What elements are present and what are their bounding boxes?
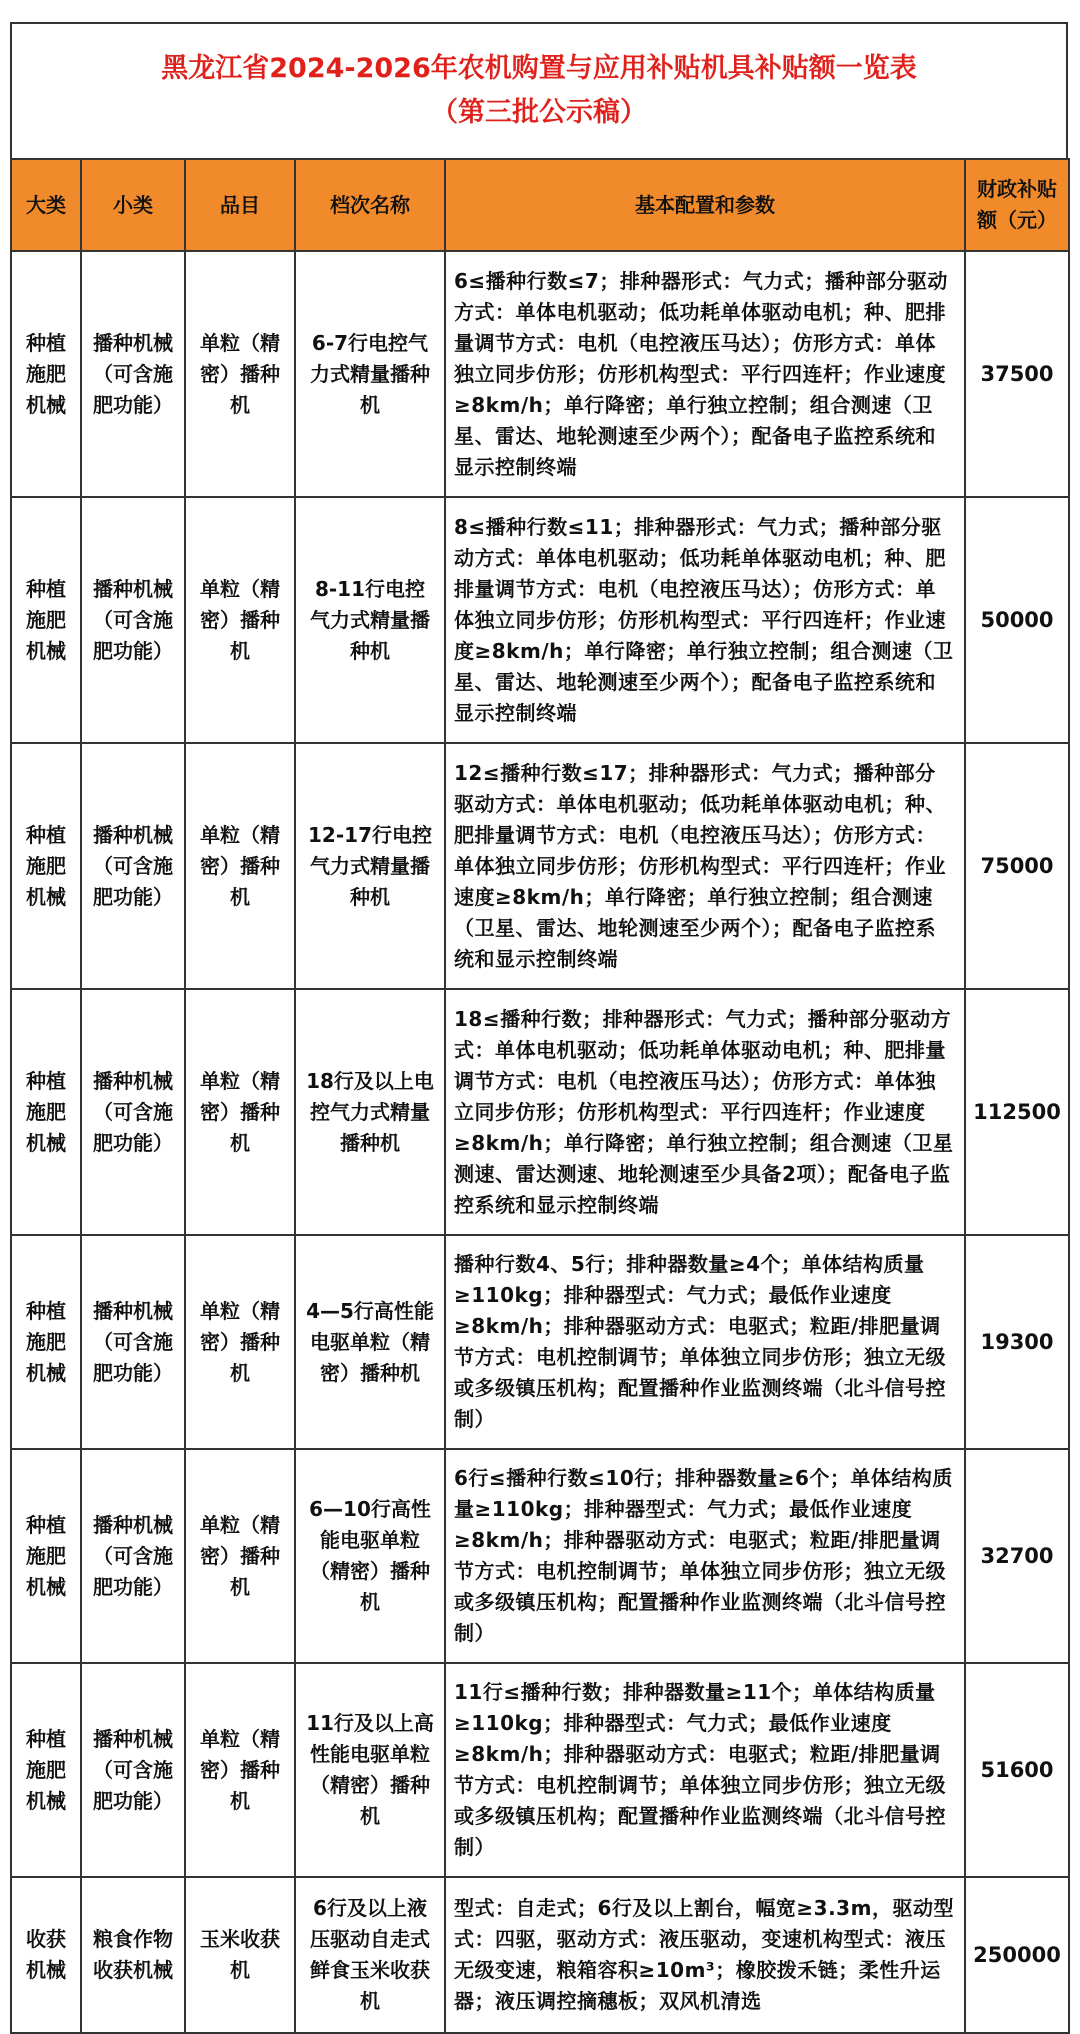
header-grade: 档次名称 — [295, 159, 445, 251]
cell-grade: 8-11行电控气力式精量播种机 — [295, 497, 445, 743]
cell-grade: 6行及以上液压驱动自走式鲜食玉米收获机 — [295, 1877, 445, 2033]
cell-subcategory: 播种机械（可含施肥功能） — [81, 1663, 185, 1877]
title-line-1: 黑龙江省2024-2026年农机购置与应用补贴机具补贴额一览表 — [161, 53, 917, 84]
cell-subcategory: 播种机械（可含施肥功能） — [81, 1235, 185, 1449]
cell-grade: 4—5行高性能电驱单粒（精密）播种机 — [295, 1235, 445, 1449]
cell-item: 单粒（精密）播种机 — [185, 497, 295, 743]
cell-params: 型式：自走式；6行及以上割台，幅宽≥3.3m，驱动型式：四驱，驱动方式：液压驱动，变速机构型式：液压无级变速，粮箱容积≥10m³；橡胶拨禾链；柔性升运器；液压调控摘穗板；双风机清选 — [445, 1877, 965, 2033]
header-category: 大类 — [11, 159, 81, 251]
cell-grade: 11行及以上高性能电驱单粒（精密）播种机 — [295, 1663, 445, 1877]
cell-category: 种植施肥机械 — [11, 251, 81, 497]
cell-item: 单粒（精密）播种机 — [185, 1449, 295, 1663]
cell-subcategory: 粮食作物收获机械 — [81, 1877, 185, 2033]
header-subcategory: 小类 — [81, 159, 185, 251]
cell-amount: 32700 — [965, 1449, 1069, 1663]
table-row — [11, 989, 1069, 1235]
table-row — [11, 1877, 1069, 2033]
cell-subcategory: 播种机械（可含施肥功能） — [81, 251, 185, 497]
cell-amount: 37500 — [965, 251, 1069, 497]
cell-category: 种植施肥机械 — [11, 743, 81, 989]
header-amount: 财政补贴额（元） — [965, 159, 1069, 251]
cell-category: 种植施肥机械 — [11, 989, 81, 1235]
cell-amount: 19300 — [965, 1235, 1069, 1449]
table-header-row — [11, 159, 1069, 251]
cell-params: 8≤播种行数≤11；排种器形式：气力式；播种部分驱动方式：单体电机驱动；低功耗单体驱动电机；种、肥排量调节方式：电机（电控液压马达）；仿形方式：单体独立同步仿形；仿形机构型式：平行四连杆；作业速度≥8km/h；单行降密；单行独立控制；组合测速（卫星、雷达、地轮测速至少两个）；配备电子监控系统和显示控制终端 — [445, 497, 965, 743]
cell-amount: 51600 — [965, 1663, 1069, 1877]
cell-subcategory: 播种机械（可含施肥功能） — [81, 743, 185, 989]
table-row — [11, 743, 1069, 989]
cell-amount: 75000 — [965, 743, 1069, 989]
header-item: 品目 — [185, 159, 295, 251]
cell-params: 6≤播种行数≤7；排种器形式：气力式；播种部分驱动方式：单体电机驱动；低功耗单体驱动电机；种、肥排量调节方式：电机（电控液压马达）；仿形方式：单体独立同步仿形；仿形机构型式：平行四连杆；作业速度≥8km/h；单行降密；单行独立控制；组合测速（卫星、雷达、地轮测速至少两个）；配备电子监控系统和显示控制终端 — [445, 251, 965, 497]
cell-params: 18≤播种行数；排种器形式：气力式；播种部分驱动方式：单体电机驱动；低功耗单体驱动电机；种、肥排量调节方式：电机（电控液压马达）；仿形方式：单体独立同步仿形；仿形机构型式：平行四连杆；作业速度≥8km/h；单行降密；单行独立控制；组合测速（卫星测速、雷达测速、地轮测速至少具备2项）；配备电子监控系统和显示控制终端 — [445, 989, 965, 1235]
cell-params: 播种行数4、5行；排种器数量≥4个；单体结构质量≥110kg；排种器型式：气力式；最低作业速度≥8km/h；排种器驱动方式：电驱式；粒距/排肥量调节方式：电机控制调节；单体独立同步仿形；独立无级或多级镇压机构；配置播种作业监测终端（北斗信号控制） — [445, 1235, 965, 1449]
cell-amount: 112500 — [965, 989, 1069, 1235]
cell-item: 单粒（精密）播种机 — [185, 1663, 295, 1877]
table-row — [11, 1663, 1069, 1877]
cell-amount: 250000 — [965, 1877, 1069, 2033]
cell-subcategory: 播种机械（可含施肥功能） — [81, 497, 185, 743]
cell-item: 单粒（精密）播种机 — [185, 989, 295, 1235]
document-title — [10, 22, 1068, 158]
cell-item: 玉米收获机 — [185, 1877, 295, 2033]
cell-grade: 6—10行高性能电驱单粒（精密）播种机 — [295, 1449, 445, 1663]
header-params: 基本配置和参数 — [445, 159, 965, 251]
cell-params: 11行≤播种行数；排种器数量≥11个；单体结构质量≥110kg；排种器型式：气力式；最低作业速度≥8km/h；排种器驱动方式：电驱式；粒距/排肥量调节方式：电机控制调节；单体独立同步仿形；独立无级或多级镇压机构；配置播种作业监测终端（北斗信号控制） — [445, 1663, 965, 1877]
cell-subcategory: 播种机械（可含施肥功能） — [81, 989, 185, 1235]
cell-params: 6行≤播种行数≤10行；排种器数量≥6个；单体结构质量≥110kg；排种器型式：气力式；最低作业速度≥8km/h；排种器驱动方式：电驱式；粒距/排肥量调节方式：电机控制调节；单体独立同步仿形；独立无级或多级镇压机构；配置播种作业监测终端（北斗信号控制） — [445, 1449, 965, 1663]
cell-grade: 6-7行电控气力式精量播种机 — [295, 251, 445, 497]
cell-item: 单粒（精密）播种机 — [185, 251, 295, 497]
cell-item: 单粒（精密）播种机 — [185, 1235, 295, 1449]
subsidy-table — [10, 158, 1070, 2034]
cell-grade: 18行及以上电控气力式精量播种机 — [295, 989, 445, 1235]
cell-item: 单粒（精密）播种机 — [185, 743, 295, 989]
table-row — [11, 1449, 1069, 1663]
table-row — [11, 497, 1069, 743]
cell-subcategory: 播种机械（可含施肥功能） — [81, 1449, 185, 1663]
cell-category: 收获机械 — [11, 1877, 81, 2033]
cell-category: 种植施肥机械 — [11, 1235, 81, 1449]
cell-grade: 12-17行电控气力式精量播种机 — [295, 743, 445, 989]
cell-params: 12≤播种行数≤17；排种器形式：气力式；播种部分驱动方式：单体电机驱动；低功耗单体驱动电机；种、肥排量调节方式：电机（电控液压马达）；仿形方式：单体独立同步仿形；仿形机构型式：平行四连杆；作业速度≥8km/h；单行降密；单行独立控制；组合测速（卫星、雷达、地轮测速至少两个）；配备电子监控系统和显示控制终端 — [445, 743, 965, 989]
table-row — [11, 251, 1069, 497]
cell-category: 种植施肥机械 — [11, 497, 81, 743]
cell-amount: 50000 — [965, 497, 1069, 743]
title-line-2: （第三批公示稿） — [431, 97, 647, 128]
cell-category: 种植施肥机械 — [11, 1449, 81, 1663]
cell-category: 种植施肥机械 — [11, 1663, 81, 1877]
table-row — [11, 1235, 1069, 1449]
